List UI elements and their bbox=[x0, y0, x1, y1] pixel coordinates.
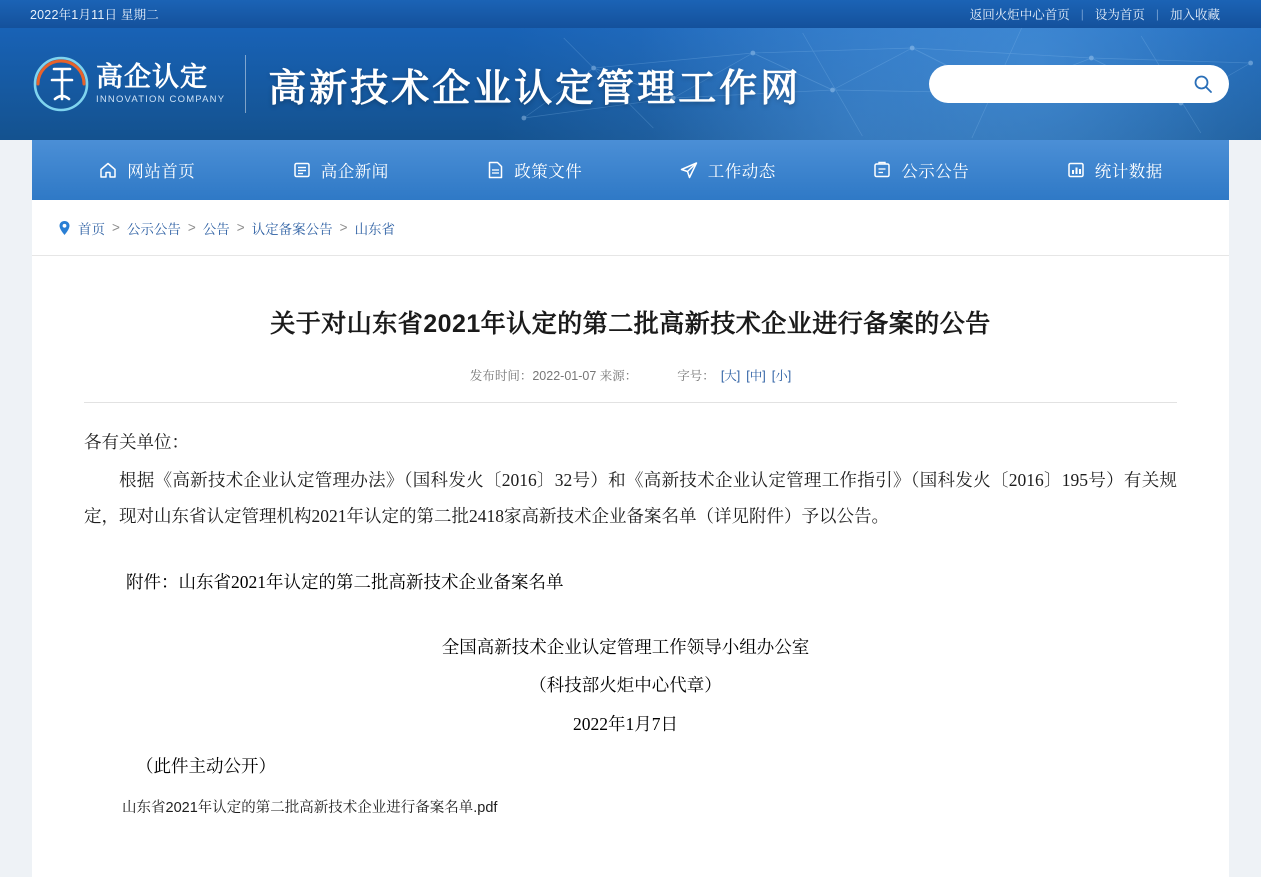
publish-info bbox=[470, 366, 637, 384]
logo-mark-icon bbox=[32, 55, 90, 113]
logo-text-cn: 高企认定 bbox=[96, 62, 208, 93]
fontsize-large-button[interactable]: [大] bbox=[720, 369, 741, 383]
breadcrumb-item-record-filing[interactable]: 认定备案公告 bbox=[251, 221, 333, 237]
article-meta bbox=[84, 366, 1177, 403]
nav-item-announcements[interactable] bbox=[858, 140, 983, 200]
news-icon bbox=[292, 160, 312, 180]
nav-label-news: 高企新闻 bbox=[320, 163, 389, 181]
breadcrumb-item-home[interactable]: 首页 bbox=[78, 221, 105, 237]
breadcrumb-item-shandong[interactable]: 山东省 bbox=[354, 221, 396, 237]
breadcrumb-item-notice[interactable]: 公告 bbox=[202, 221, 230, 237]
header-divider bbox=[245, 55, 246, 113]
nav-label-announcements: 公示公告 bbox=[901, 163, 970, 181]
signature-date: 2022年1月7日 bbox=[573, 713, 678, 734]
signature-block bbox=[84, 628, 1177, 744]
announcement-icon bbox=[872, 160, 892, 180]
article bbox=[32, 304, 1229, 817]
content-card bbox=[32, 200, 1229, 877]
nav-item-work-updates[interactable] bbox=[665, 140, 790, 200]
link-add-favorite[interactable]: 加入收藏 bbox=[1169, 8, 1220, 22]
fontsize-medium-button[interactable]: [中] bbox=[746, 369, 766, 383]
breadcrumb-sep-4: > bbox=[339, 220, 348, 235]
breadcrumb-sep-3: > bbox=[236, 220, 245, 235]
nav-wrapper bbox=[0, 140, 1261, 200]
link-set-homepage[interactable]: 设为首页 bbox=[1094, 8, 1145, 22]
source-label: 来源： bbox=[599, 369, 638, 383]
document-icon bbox=[485, 160, 505, 180]
home-icon bbox=[98, 160, 118, 180]
fontsize-label: 字号： bbox=[677, 369, 715, 383]
nav-label-policy: 政策文件 bbox=[514, 163, 583, 181]
signature-seal: （科技部火炬中心代章） bbox=[529, 675, 722, 696]
breadcrumb bbox=[32, 200, 1229, 256]
breadcrumb-sep-1: > bbox=[112, 220, 120, 235]
link-back-to-torch-center[interactable]: 返回火炬中心首页 bbox=[969, 8, 1070, 22]
top-link-separator-1: | bbox=[1080, 7, 1084, 21]
attachment-line: 附件：山东省2021年认定的第二批高新技术企业备案名单 bbox=[126, 571, 564, 592]
search-box[interactable] bbox=[929, 65, 1229, 103]
nav-label-statistics: 统计数据 bbox=[1094, 163, 1163, 181]
main-nav bbox=[32, 140, 1229, 200]
site-header bbox=[0, 28, 1261, 140]
search-icon bbox=[1193, 74, 1213, 94]
logo-text-en: INNOVATION COMPANY bbox=[96, 93, 226, 105]
site-logo[interactable] bbox=[32, 55, 225, 113]
nav-item-home[interactable] bbox=[84, 140, 209, 200]
page-background bbox=[0, 200, 1261, 877]
publish-time-value: 2022-01-07 bbox=[532, 369, 597, 383]
signature-org: 全国高新技术企业认定管理工作领导小组办公室 bbox=[441, 636, 810, 657]
search-input[interactable] bbox=[947, 76, 1191, 93]
location-pin-icon bbox=[58, 220, 71, 236]
publish-time-label: 发布时间： bbox=[469, 369, 533, 383]
nav-item-policy[interactable] bbox=[471, 140, 596, 200]
breadcrumb-item-announcements[interactable]: 公示公告 bbox=[126, 221, 181, 237]
nav-label-work-updates: 工作动态 bbox=[707, 163, 776, 181]
attachment-file-link[interactable]: 山东省2021年认定的第二批高新技术企业进行备案名单.pdf bbox=[122, 800, 498, 817]
breadcrumb-sep-2: > bbox=[187, 220, 196, 235]
nav-item-statistics[interactable] bbox=[1052, 140, 1177, 200]
paper-plane-icon bbox=[679, 160, 699, 180]
nav-label-home: 网站首页 bbox=[127, 163, 196, 181]
article-paragraph-1: 根据《高新技术企业认定管理办法》（国科发火〔2016〕32号）和《高新技术企业认定管理工作指引》（国科发火〔2016〕195号）有关规定，现对山东省认定管理机构2021年认定的第二批2418家高新技术企业备案名单（详见附件）予以公告。 bbox=[84, 469, 1177, 526]
top-links bbox=[959, 5, 1231, 23]
top-link-separator-2: | bbox=[1155, 7, 1159, 21]
search-button[interactable] bbox=[1191, 72, 1215, 96]
site-title: 高新技术企业认定管理工作网 bbox=[268, 67, 802, 110]
article-paragraph-salutation: 各有关单位： bbox=[84, 432, 189, 452]
open-disclosure-note: （此件主动公开） bbox=[136, 756, 276, 777]
page-title: 关于对山东省2021年认定的第二批高新技术企业进行备案的公告 bbox=[270, 310, 991, 338]
fontsize-small-button[interactable]: [小] bbox=[771, 369, 792, 383]
current-date: 2022年1月11日 星期二 bbox=[30, 8, 160, 22]
fontsize-controls bbox=[677, 366, 791, 384]
nav-item-news[interactable] bbox=[278, 140, 403, 200]
chart-icon bbox=[1066, 160, 1086, 180]
top-utility-bar bbox=[0, 0, 1261, 28]
article-body bbox=[84, 425, 1177, 535]
